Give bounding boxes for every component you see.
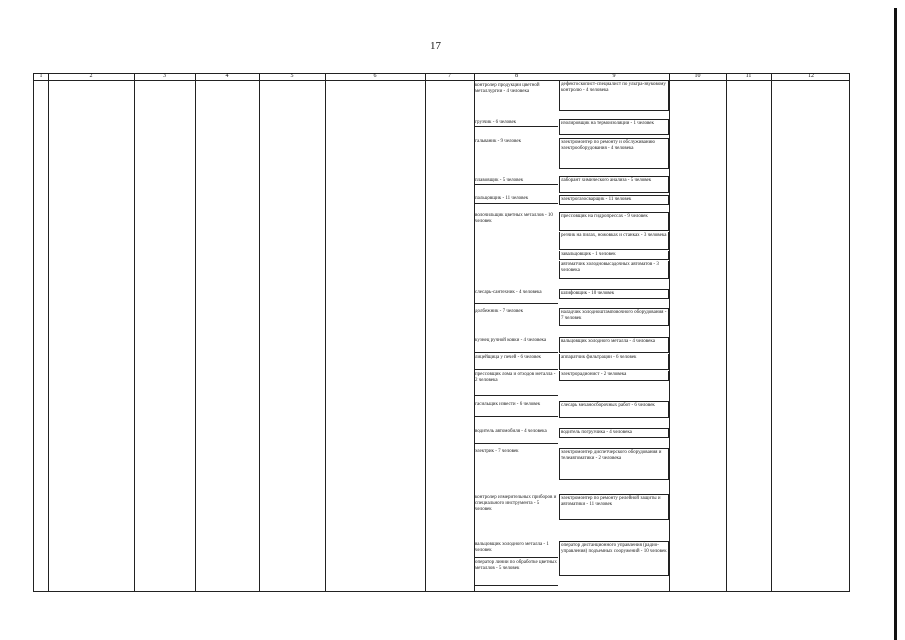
col8-cell: оператор линии по обработке цветных металлов - 5 человек (474, 559, 558, 586)
column-divider (425, 74, 426, 591)
col8-cell: водитель автомобиля - 4 человека (474, 428, 558, 444)
column-divider (195, 74, 196, 591)
col9-cell: шлифовщик - 10 человек (559, 289, 669, 299)
column-divider (48, 74, 49, 591)
col9-cell: оператор дистанционного управления (радио-управления) подъемных сооружений - 10 человек (559, 541, 669, 576)
column-divider (669, 74, 670, 591)
col-num-5: 5 (290, 73, 294, 79)
col8-cell: электрик - 7 человек (475, 448, 519, 454)
col9-cell: изолировщик на термоизоляции - 1 человек (559, 119, 669, 135)
col8-cell: контролер измерительных приборов и специального инструмента - 5 человек (475, 494, 557, 513)
col9-cell: слесарь механосборочных работ - 6 человек (559, 401, 669, 418)
col9-cell: аппаратчик фильтрации - 6 человек (559, 354, 669, 370)
col-num-6: 6 (373, 73, 377, 79)
col-num-9: 9 (612, 73, 616, 79)
col8-cell: долбежник - 7 человек (475, 308, 524, 314)
col9-cell: автоматчик холодновысадочных автоматов - 3 человека (559, 261, 669, 279)
col9-cell: вальцовщик холодного металла - 4 человека (559, 337, 669, 353)
col8-cell: кузнец ручной ковки - 4 человека (474, 337, 558, 353)
col8-cell: вальцовщик холодного металла - 1 человек (474, 541, 558, 558)
col-num-8: 8 (515, 73, 518, 79)
column-divider (771, 74, 772, 591)
col8-cell: контролер продукции цветной металлургии - 4 человека (475, 82, 540, 94)
col-num-3: 3 (163, 73, 166, 79)
column-divider (259, 74, 260, 591)
col8-cell: пальцовщик - 11 человек (474, 195, 558, 204)
col8-cell: гасильщик извести - 6 человек (474, 401, 558, 417)
col9-cell: лаборант химического анализа - 5 человек (559, 176, 669, 193)
binding-edge (894, 8, 897, 640)
col9-cell: электрогазосварщик - 11 человек (559, 195, 669, 205)
col-num-7: 7 (448, 73, 451, 79)
col8-cell: грузчик - 6 человек (474, 119, 558, 127)
col8-cell: плавовщик - 5 человек (474, 177, 558, 185)
col9-cell: электромонтер по ремонту и обслуживанию электрооборудования - 4 человека (559, 138, 669, 169)
col8-cell: волочильщик цветных металлов - 10 человек (475, 212, 553, 224)
col8-cell: гальваник - 9 человек (475, 138, 522, 144)
column-divider (134, 74, 135, 591)
col9-cell: водитель погрузчика - 4 человека (559, 428, 669, 438)
col9-cell: наладчик холодноштамповочного оборудования - 7 человек (559, 308, 669, 326)
col9-cell: электромонтер по ремонту релейной защиты и автоматики - 11 человек (559, 494, 669, 520)
column-divider (726, 74, 727, 591)
col-num-2: 2 (89, 73, 93, 79)
col9-cell: прессовщик на гидропрессах - 9 человек (559, 212, 669, 231)
col8-cell: лицейщица у печей - 6 человек (474, 354, 558, 370)
col-num-11: 11 (745, 73, 752, 79)
page-number: 17 (430, 40, 441, 52)
col-num-12: 12 (808, 73, 814, 79)
col9-cell: электрорадионист - 2 человека (559, 371, 669, 381)
col9-cell: электромонтер диспетчерского оборудования и телеавтоматики - 2 человека (559, 448, 669, 480)
col-num-1: 1 (39, 73, 43, 79)
col9-cell: дефектоскопист-специалист по ультра-звуковому контролю - 4 человека (559, 81, 669, 111)
col-num-4: 4 (225, 73, 229, 79)
col-num-10: 10 (694, 73, 701, 79)
col9-cell: резчик на пилах, ножовках и станках - 3 человека (559, 232, 669, 250)
col9-cell: завальцовщик - 1 человек (559, 251, 669, 260)
staff-table (33, 73, 850, 592)
column-divider (325, 74, 326, 591)
col8-cell: слесарь-сантехник - 4 человека (474, 289, 558, 304)
col8-cell: прессовщик лома и отходов металла - 2 человека (474, 371, 558, 396)
